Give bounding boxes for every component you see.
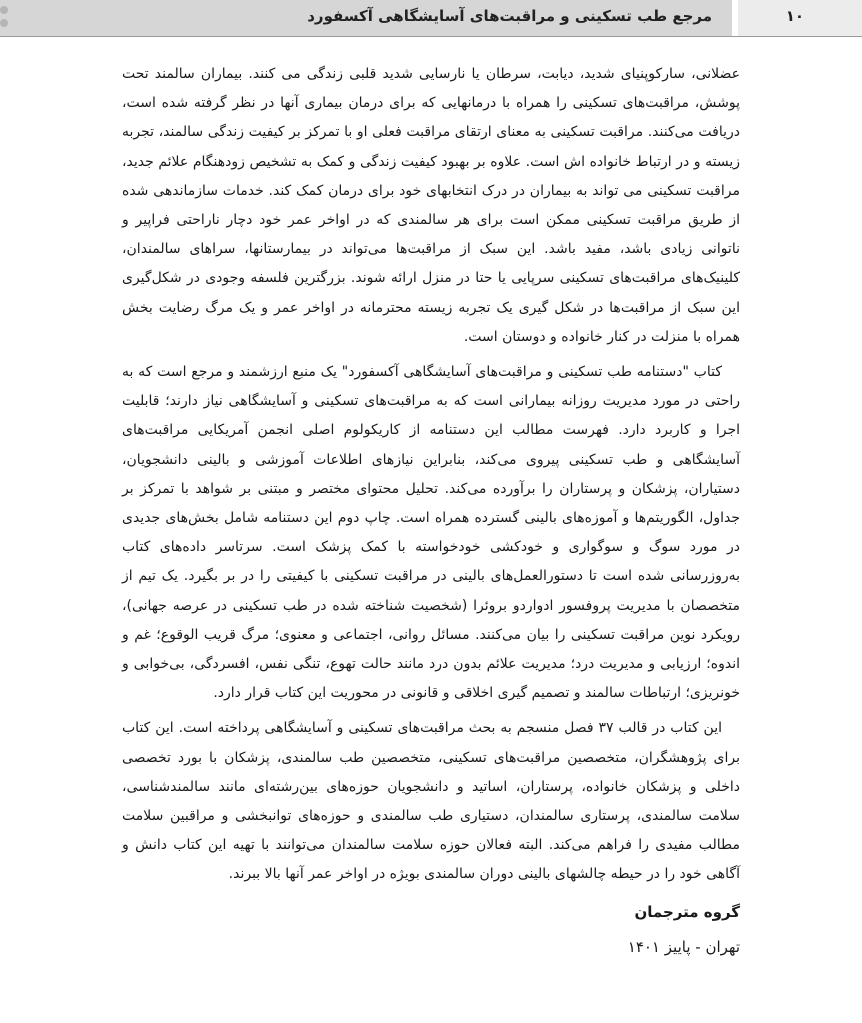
place-date: تهران - پاییز ۱۴۰۱ [627,937,740,956]
page-number-tab [732,0,862,36]
page-body [122,60,740,962]
book-title: مرجع طب تسکینی و مراقبت‌های آسایشگاهی آکسفورد [307,7,712,25]
translators-label: گروه مترجمان [634,902,740,921]
running-header [0,0,862,37]
paragraph: عضلانی، سارکوپنیای شدید، دیابت، سرطان یا نارسایی شدید قلبی زندگی می کنند. بیماران سالمند تحت پوشش، مراقبت‌های تسکینی را همراه با درمانهایی که برای درمان بیماری آنها در نظر گرفته شده است، دریافت می‌کنند. مراقبت تسکینی به معنای ارتقای مراقبت فعلی او با تمرکز بر کیفیت زندگی سالمند، تجربه زیسته و در ارتباط خانواده اش است. علاوه بر بهبود کیفیت زندگی و کمک به تشخیص زودهنگام علائم جدید، مراقبت تسکینی می تواند به بیماران در درک انتخابهای خود برای درمان کمک کند. خدمات سازماندهی شده از طریق مراقبت تسکینی ممکن است برای هر سالمندی که در اواخر عمر خود دچار ناراحتی فراپیر و ناتوانی زیادی باشد، مفید باشد. این سبک از مراقبت‌ها می‌تواند در بیمارستانها، سراهای سالمندان، کلینیک‌های مراقبت‌های تسکینی سرپایی یا حتا در منزل ارائه شوند. بزرگترین فلسفه وجودی در شکل‌گیری این سبک از مراقبت‌ها در شکل گیری یک تجربه زیسته محترمانه در اواخر عمر و یک مرگ رضایت بخش همراه با منزلت در کنار خانواده و دوستان است. [122,66,740,345]
paragraph: کتاب "دستنامه طب تسکینی و مراقبت‌های آسایشگاهی آکسفورد" یک منبع ارزشمند و مرجع است که به راحتی در مورد مدیریت روزانه بیمارانی است که به مراقبت‌های تسکینی و آسایشگاهی نیاز دارند؛ قابلیت اجرا و کاربرد دارد. فهرست مطالب این دستنامه از کاریکولوم اصلی انجمن آمریکایی مراقبت‌های آسایشگاهی و طب تسکینی پیروی می‌کند، بنابراین نیازهای اطلاعات آموزشی و بالینی دانشجویان، دستیاران، پزشکان و پرستاران را برآورده می‌کند. تحلیل محتوای مختصر و مبتنی بر شواهد با تمرکز بر جداول، الگوریتم‌ها و آموزه‌های بالینی گسترده همراه است. چاپ دوم این دستنامه شامل بخش‌های جدیدی در مورد سوگ و سوگواری و خودکشی خودخواسته با کمک پزشک است. سرتاسر داده‌های کتاب به‌روزرسانی شده است تا دستورالعمل‌های بالینی در مراقبت تسکینی با کیفیتی را در بر بگیرد. یک تیم از متخصصان با مدیریت پروفسور ادواردو بروئرا (شخصیت شناخته شده در طب تسکینی در عرصه جهانی)، رویکرد نوین مراقبت تسکینی را بیان می‌کنند. مسائل روانی، اجتماعی و معنوی؛ مرگ قریب الوقوع؛ غم و اندوه؛ ارزیابی و مدیریت درد؛ مدیریت علائم بدون درد مانند حالت تهوع، تنگی نفس، افسردگی، بی‌خوابی و خونریزی؛ ارتباطات سالمند و تصمیم گیری اخلاقی و قانونی در محوریت این کتاب قرار دارد. [122,364,740,702]
binder-ring-icon [0,6,8,14]
page-number: ۱۰ [785,7,804,25]
paragraph: این کتاب در قالب ۳۷ فصل منسجم به بحث مراقبت‌های تسکینی و آسایشگاهی پرداخته است. این کتاب برای پژوهشگران، متخصصین مراقبت‌های تسکینی، متخصصین طب سالمندی، پزشکان با بورد تخصصی داخلی و پزشکان خانواده، پرستاران، اساتید و دانشجویان حوزه‌های بین‌رشته‌ای مانند سالمندشناسی، سلامت سالمندی، پرستاری سالمندان، دستیاری طب سالمندی و حوزه‌های توانبخشی و مراقبین سلامت مطالب مفیدی را فراهم می‌کند. البته فعالان حوزه سلامت سالمندان می‌توانند با تهیه این کتاب دانش و آگاهی خود را در حیطه چالشهای بالینی دوران سالمندی بویژه در اواخر عمر آنها بالا ببرند. [122,720,740,883]
binder-ring-icon [0,19,8,27]
signature-block [122,898,740,962]
